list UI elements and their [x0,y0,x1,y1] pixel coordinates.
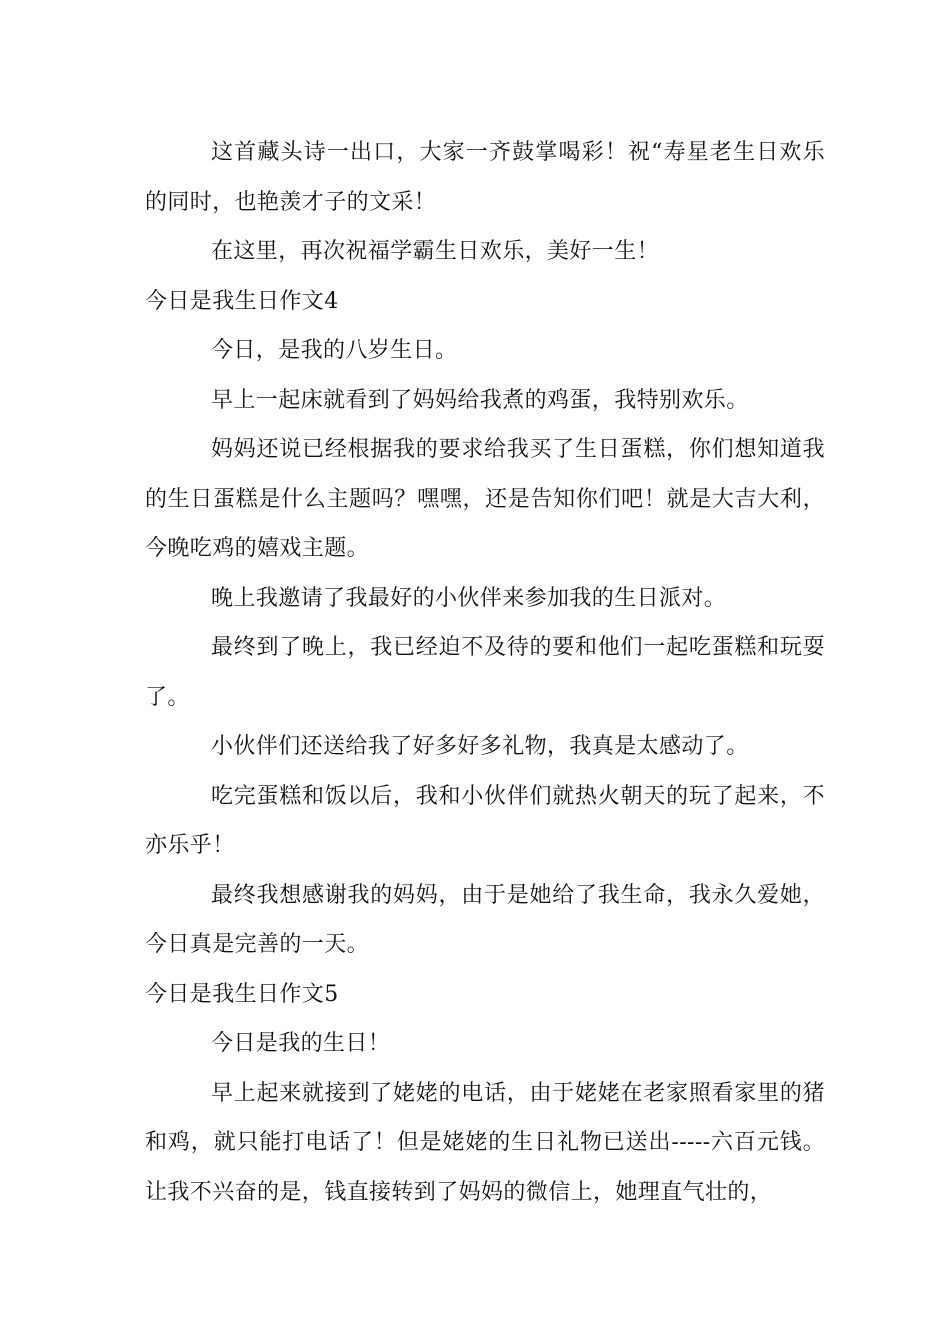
paragraph: 今日是我的生日！ [211,1031,391,1056]
document-body [145,128,825,1217]
paragraph: 早上起来就接到了姥姥的电话，由于姥姥在老家照看家里的猪和鸡，就只能打电话了！但是姥姥的生日礼物已送出-----六百元钱。让我不兴奋的是，钱直接转到了妈妈的微信上，她理直气壮的， [145,1080,825,1205]
paragraph: 小伙伴们还送给我了好多好多礼物，我真是太感动了。 [211,734,749,759]
paragraph: 妈妈还说已经根据我的要求给我买了生日蛋糕，你们想知道我的生日蛋糕是什么主题吗？嘿嘿，还是告知你们吧！就是大吉大利，今晚吃鸡的嬉戏主题。 [145,437,825,561]
paragraph: 最终到了晚上，我已经迫不及待的要和他们一起吃蛋糕和玩耍了。 [145,635,825,710]
section-heading: 今日是我生日作文4 [145,288,339,314]
paragraph: 在这里，再次祝福学霸生日欢乐，美好一生！ [211,239,660,264]
section-heading: 今日是我生日作文5 [145,981,339,1007]
paragraph: 今日，是我的八岁生日。 [211,338,458,363]
paragraph: 吃完蛋糕和饭以后，我和小伙伴们就热火朝天的玩了起来，不亦乐乎！ [145,783,825,858]
paragraph: 这首藏头诗一出口，大家一齐鼓掌喝彩！祝“寿星老生日欢乐的同时，也艳羡才子的文采！ [145,140,825,215]
paragraph: 最终我想感谢我的妈妈，由于是她给了我生命，我永久爱她，今日真是完善的一天。 [145,882,825,957]
paragraph: 早上一起床就看到了妈妈给我煮的鸡蛋，我特别欢乐。 [211,387,749,413]
paragraph: 晚上我邀请了我最好的小伙伴来参加我的生日派对。 [211,585,727,611]
